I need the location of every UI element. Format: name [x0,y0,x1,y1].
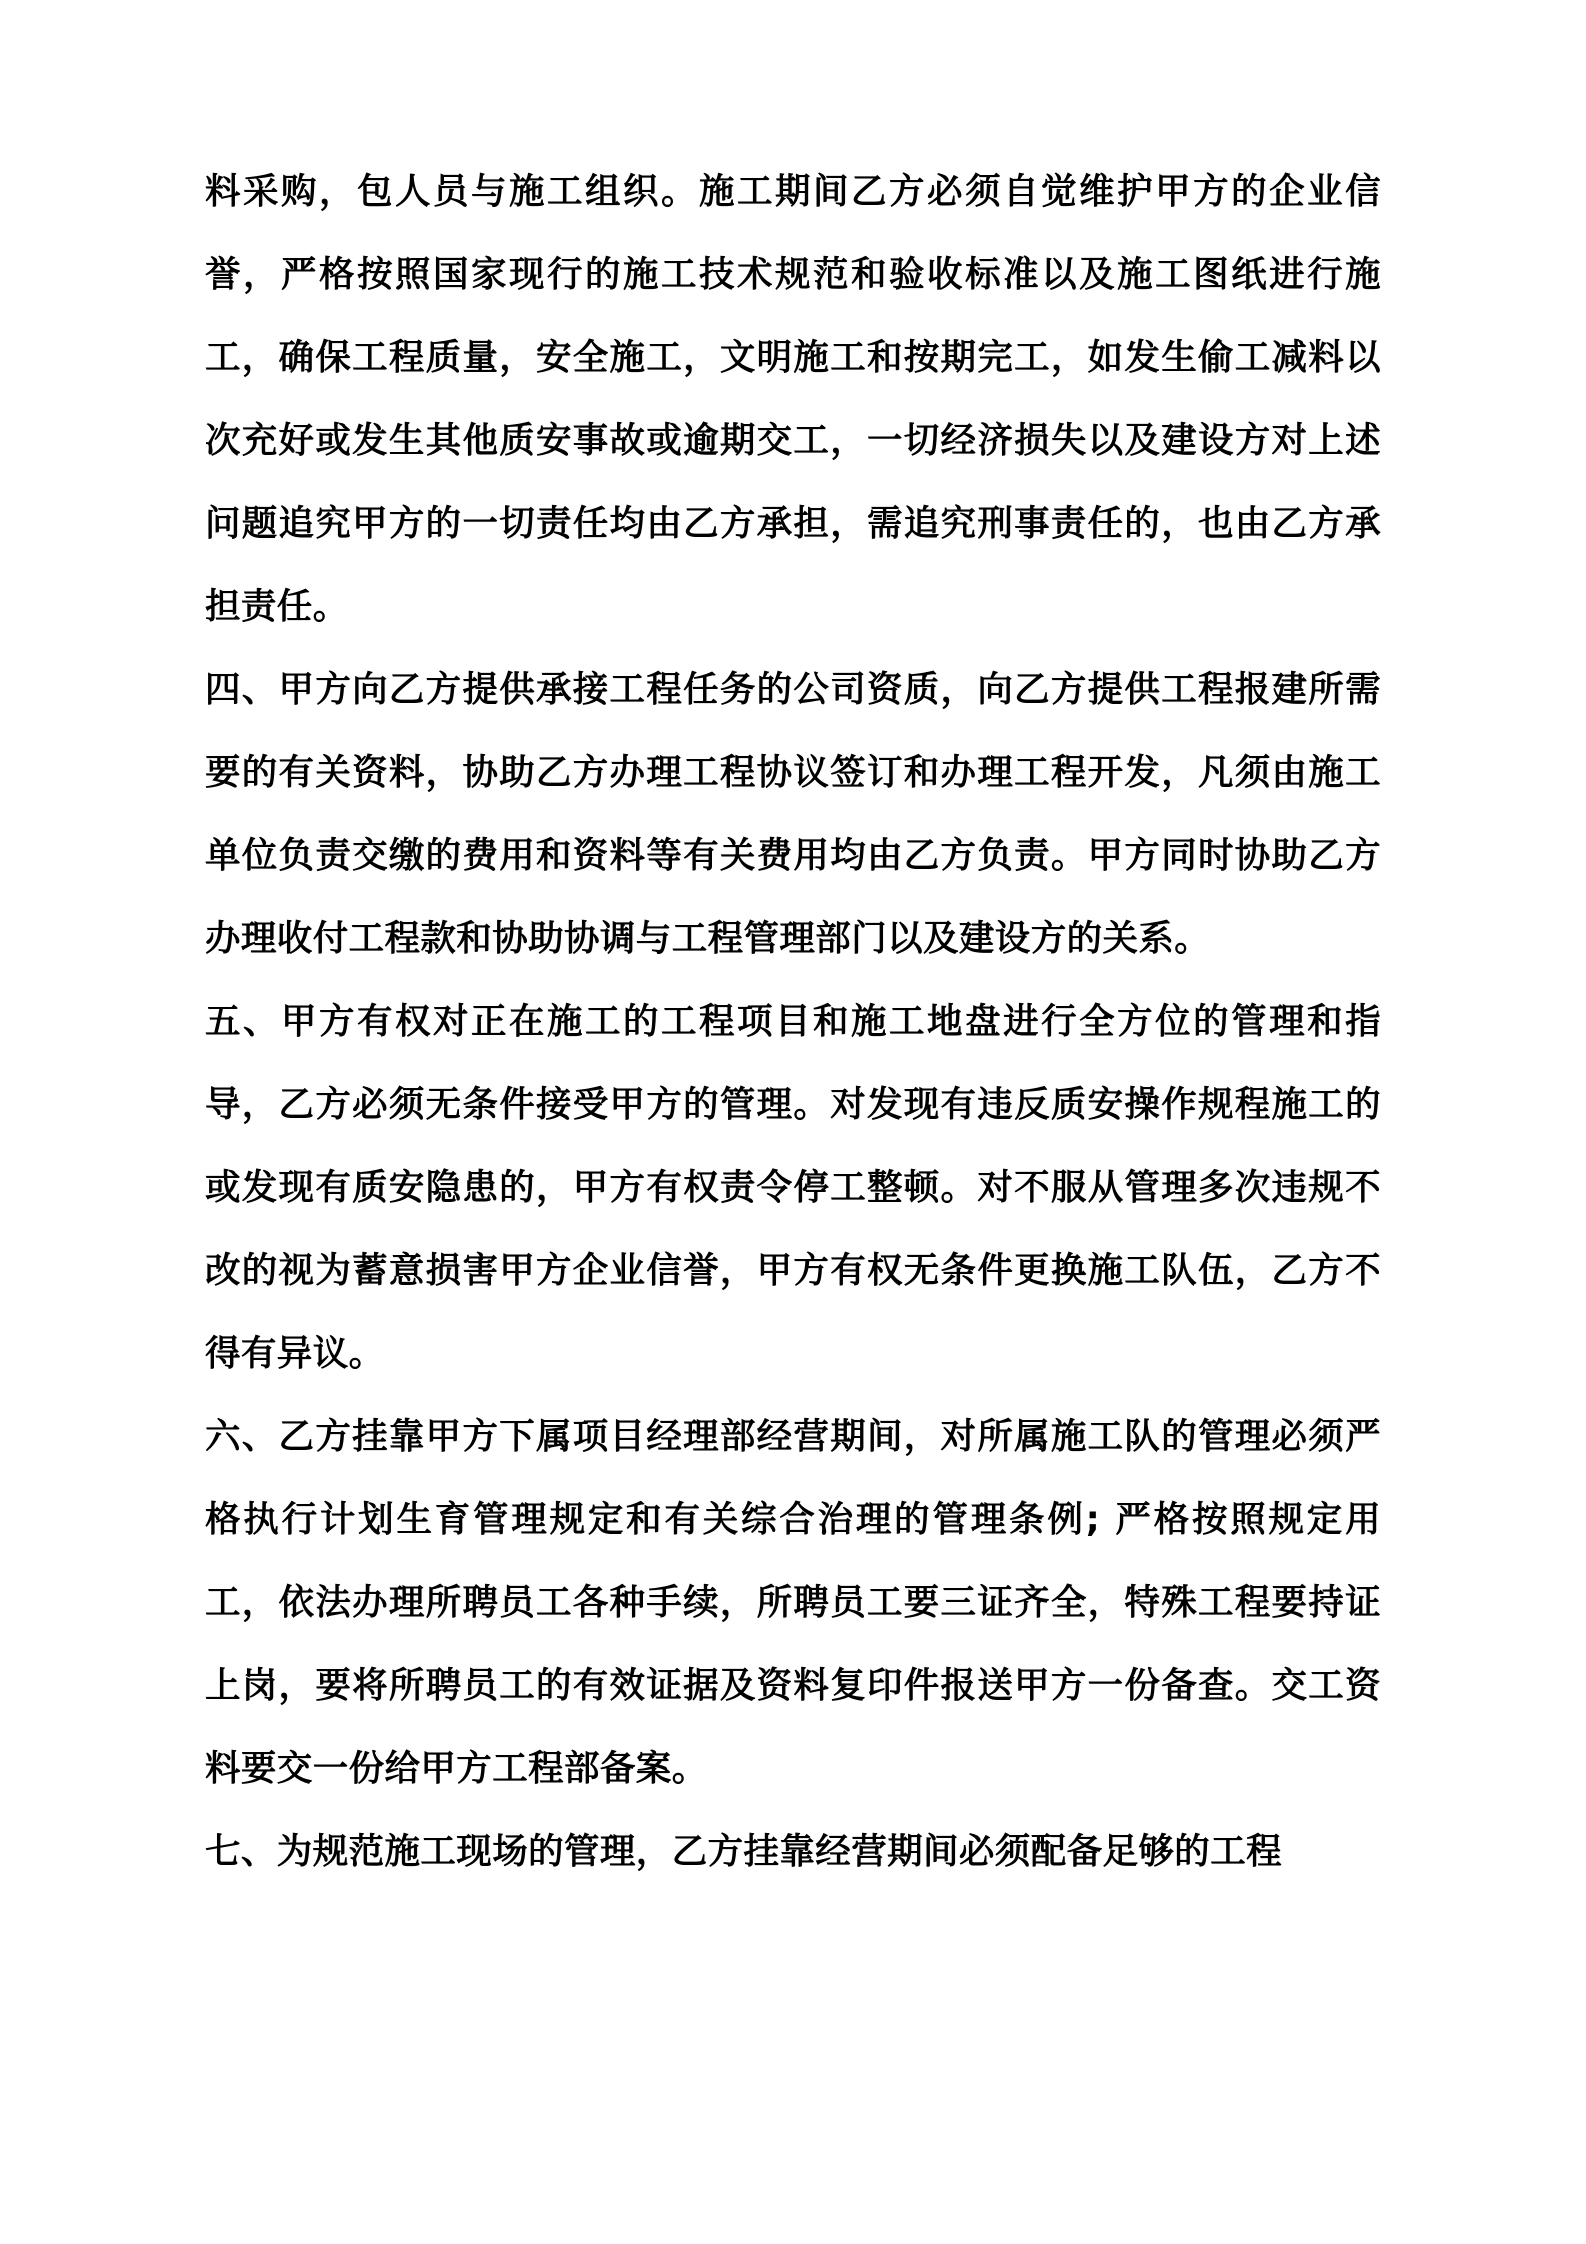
document-body [205,150,1381,1893]
paragraph-item-four: 四、甲方向乙方提供承接工程任务的公司资质，向乙方提供工程报建所需要的有关资料，协助乙方办理工程协议签订和办理工程开发，凡须由施工单位负责交缴的费用和资料等有关费用均由乙方负责。甲方同时协助乙方办理收付工程款和协助协调与工程管理部门以及建设方的关系。 [205,669,1381,959]
paragraph-item-five: 五、甲方有权对正在施工的工程项目和施工地盘进行全方位的管理和指导，乙方必须无条件接受甲方的管理。对发现有违反质安操作规程施工的或发现有质安隐患的，甲方有权责令停工整顿。对不服从管理多次违规不改的视为蓄意损害甲方企业信誉，甲方有权无条件更换施工队伍，乙方不得有异议。 [205,1001,1381,1374]
paragraph-continued: 料采购，包人员与施工组织。施工期间乙方必须自觉维护甲方的企业信誉，严格按照国家现行的施工技术规范和验收标准以及施工图纸进行施工，确保工程质量，安全施工，文明施工和按期完工，如发生偷工减料以次充好或发生其他质安事故或逾期交工，一切经济损失以及建设方对上述问题追究甲方的一切责任均由乙方承担，需追究刑事责任的，也由乙方承担责任。 [205,171,1381,627]
paragraph-item-six: 六、乙方挂靠甲方下属项目经理部经营期间，对所属施工队的管理必须严格执行计划生育管理规定和有关综合治理的管理条例; 严格按照规定用工，依法办理所聘员工各种手续，所聘员工要三证齐全，特殊工程要持证上岗，要将所聘员工的有效证据及资料复印件报送甲方一份备查。交工资料要交一份给甲方工程部备案。 [205,1416,1381,1789]
paragraph-item-seven: 七、为规范施工现场的管理，乙方挂靠经营期间必须配备足够的工程 [205,1831,1283,1872]
